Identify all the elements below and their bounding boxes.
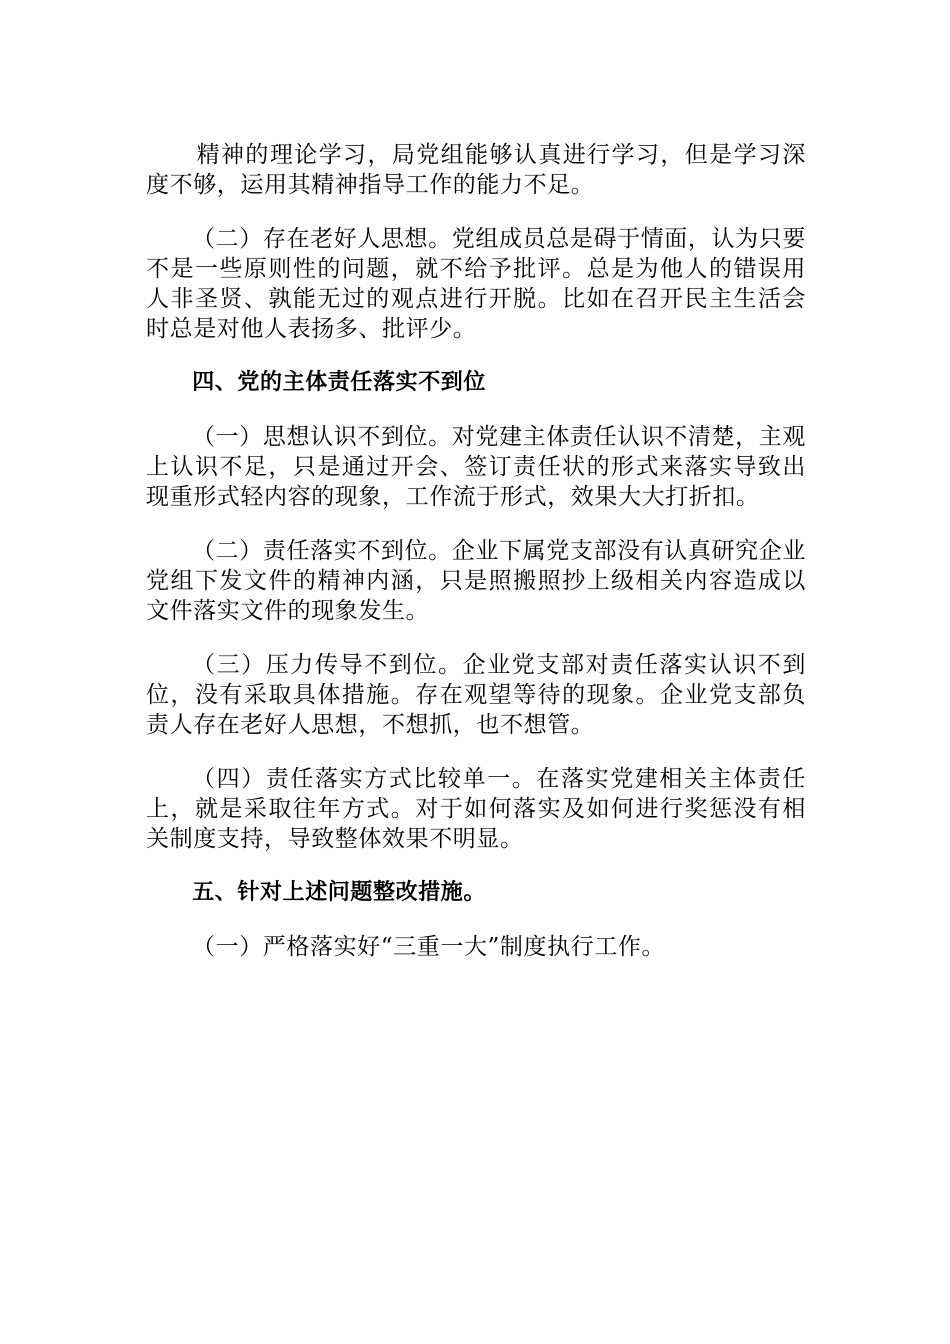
paragraph-implementation: （二）责任落实不到位。企业下属党支部没有认真研究企业党组下发文件的精神内涵，只是照搬照抄上级相关内容造成以文件落实文件的现象发生。 [146, 538, 806, 624]
section-heading-four: 四、党的主体责任落实不到位 [192, 370, 486, 395]
paragraph-three-one: （一）严格落实好“三重一大”制度执行工作。 [192, 934, 666, 960]
paragraph-gap [146, 626, 806, 650]
paragraph-gap [146, 344, 806, 368]
paragraph-gap [146, 512, 806, 536]
paragraph-gap [146, 740, 806, 764]
paragraph-gap [146, 200, 806, 224]
paragraph-single-method: （四）责任落实方式比较单一。在落实党建相关主体责任上，就是采取往年方式。对于如何落实及如何进行奖惩没有相关制度支持，导致整体效果不明显。 [146, 766, 806, 852]
section-heading-five: 五、针对上述问题整改措施。 [192, 880, 486, 905]
paragraph-awareness: （一）思想认识不到位。对党建主体责任认识不清楚，主观上认识不足，只是通过开会、签订责任状的形式来落实导致出现重形式轻内容的现象，工作流于形式，效果大大打折扣。 [146, 424, 806, 510]
paragraph-theory-study: 精神的理论学习，局党组能够认真进行学习，但是学习深度不够，运用其精神指导工作的能力不足。 [146, 142, 806, 198]
paragraph-gap [146, 908, 806, 932]
paragraph-old-good-person: （二）存在老好人思想。党组成员总是碍于情面，认为只要不是一些原则性的问题，就不给予批评。总是为他人的错误用人非圣贤、孰能无过的观点进行开脱。比如在召开民主生活会时总是对他人表扬多、批评少。 [146, 226, 806, 342]
paragraph-gap [146, 398, 806, 422]
paragraph-gap [146, 854, 806, 878]
paragraph-pressure: （三）压力传导不到位。企业党支部对责任落实认识不到位，没有采取具体措施。存在观望等待的现象。企业党支部负责人存在老好人思想，不想抓，也不想管。 [146, 652, 806, 738]
document-page [146, 140, 806, 962]
